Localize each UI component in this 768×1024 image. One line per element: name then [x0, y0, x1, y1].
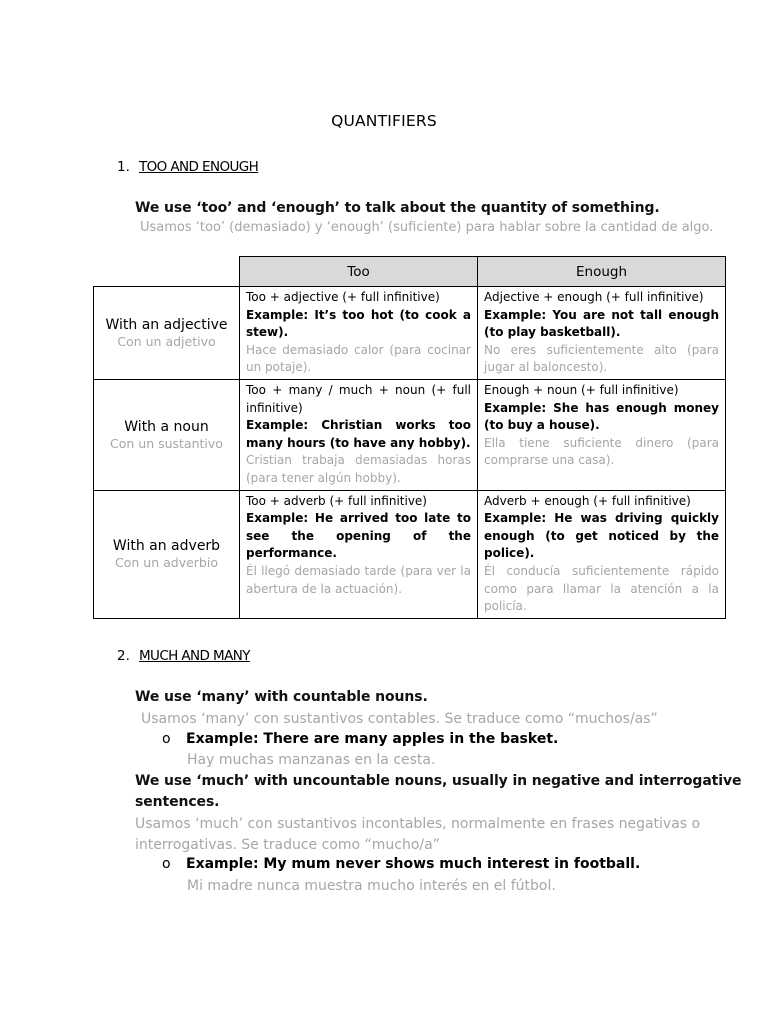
translation-text: Ella tiene suficiente dinero (para comprarse una casa).: [484, 435, 719, 468]
table-header-row: [94, 257, 726, 287]
header-too: Too: [240, 257, 478, 287]
section-1-heading: [117, 159, 258, 175]
table-row: [94, 490, 726, 618]
row-label-translation: Con un adverbio: [115, 555, 218, 571]
row-label: With a noun: [124, 418, 209, 435]
too-enough-table: [93, 256, 726, 619]
cell-enough-adjective: [478, 287, 726, 380]
row-label-translation: Con un sustantivo: [110, 435, 223, 451]
much-rule-translation-line-2: interrogativas. Se traduce como “mucho/a”: [135, 837, 440, 853]
translation-text: Él conducía suficientemente rápido como para llamar la atención a la policía.: [484, 563, 719, 614]
bullet-marker: o: [162, 731, 171, 747]
much-rule-line-2: sentences.: [135, 794, 220, 810]
cell-too-adjective: [240, 287, 478, 380]
translation-text: No eres suficientemente alto (para jugar al baloncesto).: [484, 342, 719, 375]
table-row: [94, 379, 726, 490]
rule-text: Enough + noun (+ full infinitive): [484, 382, 679, 397]
header-enough: Enough: [478, 257, 726, 287]
rule-text: Too + many / much + noun (+ full infinitive): [246, 382, 471, 415]
page-title: QUANTIFIERS: [331, 112, 437, 130]
section-2-number: 2.: [117, 648, 130, 664]
example-text: Example: She has enough money (to buy a house).: [484, 400, 719, 433]
much-rule-translation-line-1: Usamos ‘much’ con sustantivos incontables, normalmente en frases negativas o: [135, 816, 701, 832]
section-2-title: MUCH AND MANY: [139, 648, 250, 664]
much-example-translation: Mi madre nunca muestra mucho interés en el fútbol.: [187, 878, 556, 894]
row-label-noun: [94, 379, 240, 490]
example-text: Example: It’s too hot (to cook a stew).: [246, 307, 471, 340]
bullet-marker: o: [162, 856, 171, 872]
row-label-translation: Con un adjetivo: [117, 333, 216, 349]
rule-text: Adjective + enough (+ full infinitive): [484, 290, 704, 304]
rule-text: Adverb + enough (+ full infinitive): [484, 493, 691, 508]
cell-too-adverb: [240, 490, 478, 618]
many-example: Example: There are many apples in the basket.: [186, 731, 559, 747]
section-1-number: 1.: [117, 159, 130, 175]
section-1-intro: We use ‘too’ and ‘enough’ to talk about the quantity of something.: [135, 200, 660, 216]
rule-text: Too + adverb (+ full infinitive): [246, 493, 427, 508]
many-example-item: [162, 731, 558, 747]
example-text: Example: He was driving quickly enough (to get noticed by the police).: [484, 511, 719, 561]
many-rule-translation: Usamos ‘many’ con sustantivos contables. Se traduce como “muchos/as”: [141, 711, 658, 727]
cell-enough-noun: [478, 379, 726, 490]
table-row: [94, 287, 726, 380]
cell-enough-adverb: [478, 490, 726, 618]
rule-text: Too + adjective (+ full infinitive): [246, 290, 440, 304]
translation-text: Él llegó demasiado tarde (para ver la abertura de la actuación).: [246, 563, 471, 596]
example-text: Example: He arrived too late to see the opening of the performance.: [246, 511, 471, 561]
many-example-translation: Hay muchas manzanas en la cesta.: [187, 752, 436, 768]
much-example: Example: My mum never shows much interest in football.: [186, 856, 641, 872]
table-corner: [94, 257, 240, 287]
example-text: Example: Christian works too many hours (to have any hobby).: [246, 418, 471, 450]
translation-text: Hace demasiado calor (para cocinar un potaje).: [246, 342, 471, 375]
much-example-item: [162, 856, 640, 872]
section-1-title: TOO AND ENOUGH: [139, 159, 259, 175]
example-text: Example: You are not tall enough (to play basketball).: [484, 307, 719, 340]
row-label-adjective: [94, 287, 240, 380]
translation-text: Cristian trabaja demasiadas horas (para tener algún hobby).: [246, 453, 471, 485]
row-label: With an adverb: [112, 538, 221, 555]
section-1-intro-translation: Usamos ‘too’ (demasiado) y ‘enough’ (suficiente) para hablar sobre la cantidad de algo.: [140, 220, 714, 235]
cell-too-noun: [240, 379, 478, 490]
row-label-adverb: [94, 490, 240, 618]
much-rule-line-1: We use ‘much’ with uncountable nouns, usually in negative and interrogative: [135, 773, 742, 789]
row-label: With an adjective: [105, 316, 228, 333]
section-2-heading: [117, 648, 250, 664]
many-rule: We use ‘many’ with countable nouns.: [135, 689, 428, 705]
